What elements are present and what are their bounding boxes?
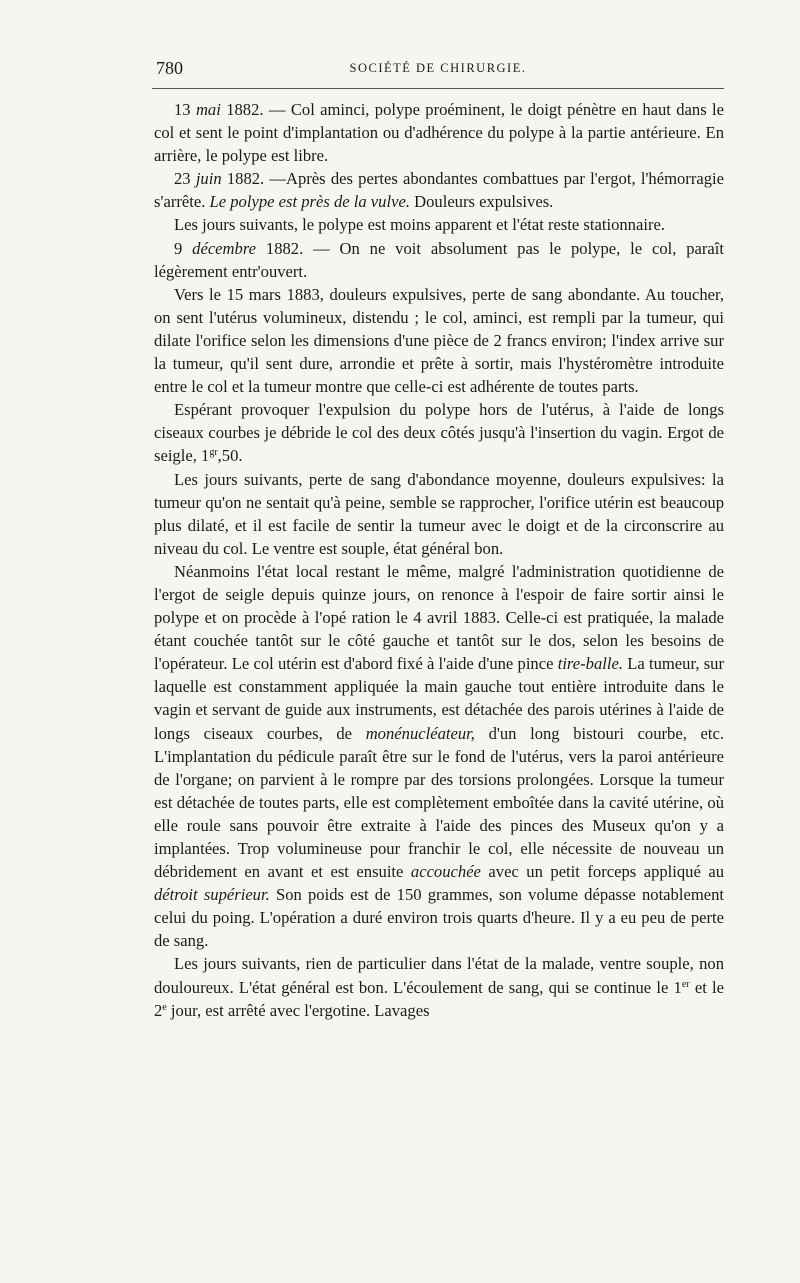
p1-text: 1882. — Col aminci, polype proéminent, le doigt pénètre en haut dans le col et sent le point d'implantation ou d'adhérence du polype à la partie antérieure. En arrière, le polype est libre. [154, 100, 724, 166]
p8-text-e: Son poids est de 150 grammes, son volume dépasse notablement celui du poing. L'opération a duré environ trois quarts d'heure. Il y a eu peu de perte de sang. [154, 885, 724, 951]
p2-italic: Le polype est près de la vulve. [209, 192, 410, 212]
paragraph-7 [154, 468, 724, 560]
p8-text-c: d'un long bistouri courbe, etc. L'implantation du pédicule paraît être sur le fond de l'utérus, vers la paroi antérieure de l'organe; on parvient à le rompre par des torsions prolongées. Lorsque la tumeur est détachée de toutes parts, elle est complètement emboîtée dans la cavité utérine, où elle roule sans pouvoir être extraite à l'aide des pinces des Museux qu'on y a implantées. Trop volumineuse pour franchir le col, elle nécessite de nouveau un débridement en avant et est ensuite [154, 723, 724, 882]
p8-italic-c: accouchée [410, 862, 481, 882]
p8-italic-b: monénucléateur, [365, 723, 475, 743]
p5-text: Vers le 15 mars 1883, douleurs expulsives, perte de sang abondante. Au toucher, on sent l'utérus volumineux, distendu ; le col, aminci, est rempli par la tumeur, qui dilate l'orifice selon les dimensions d'une pièce de 2 francs environ; l'index arrive sur la tumeur, qu'il sent dure, arrondie et prête à sortir, mais l'hystéromètre introduite entre le col et la tumeur montre que celle-ci est adhérente de toutes parts. [154, 284, 724, 397]
header-rule [152, 88, 724, 89]
p8-text-a: Néanmoins l'état local restant le même, malgré l'administration quotidienne de l'ergot de seigle depuis quinze jours, on renonce à l'espoir de faire sortir ainsi le polype et on procède à l'opé ration le 4 avril 1883. Celle-ci est pratiquée, la malade étant couchée tantôt sur le côté gauche et tantôt sur le dos, selon les besoins de l'opérateur. Le col utérin est d'abord fixé à l'aide d'une pince [154, 561, 724, 674]
p6-text-b: ,50. [217, 446, 243, 466]
p2-day: 23 [174, 169, 191, 189]
p8-text-d: avec un petit forceps appliqué au [488, 862, 724, 882]
paragraph-1 [154, 98, 724, 167]
p2-text-b: Douleurs expulsives. [414, 192, 554, 212]
paragraph-9 [154, 952, 724, 1021]
p2-text-a: 1882. —Après des pertes abondantes combattues par l'ergot, l'hémorragie s'arrête. [154, 169, 724, 212]
page-number: 780 [156, 58, 183, 78]
paragraph-6 [154, 398, 724, 467]
p4-day: 9 [174, 238, 183, 258]
running-title: SOCIÉTÉ DE CHIRURGIE. [349, 61, 527, 75]
p9-text-c: jour, est arrêté avec l'ergotine. Lavages [170, 1000, 430, 1020]
body-text [154, 98, 724, 1022]
p1-day: 13 [174, 100, 191, 119]
p6-text-a: Espérant provoquer l'expulsion du polype hors de l'utérus, à l'aide de longs ciseaux courbes je débride le col des deux côtés jusqu'à l'insertion du vagin. Ergot de seigle, 1 [154, 400, 724, 466]
p2-month: juin [195, 169, 222, 189]
p9-sup-b: e [162, 1001, 167, 1013]
p9-sup-a: er [681, 978, 690, 990]
page-header [152, 56, 724, 86]
p8-text-b: La tumeur, sur laquelle est constamment appliquée la main gauche tout entière introduite dans le vagin et servant de guide aux instruments, est détachée des parois utérines à l'aide de longs ciseaux courbes, de [154, 654, 724, 743]
p4-month: décembre [192, 238, 257, 258]
p9-text-b: et le 2 [154, 977, 724, 1020]
paragraph-2 [154, 167, 724, 213]
p3-text: Les jours suivants, le polype est moins apparent et l'état reste stationnaire. [174, 215, 665, 235]
p4-text: 1882. — On ne voit absolument pas le polype, le col, paraît légèrement entr'ouvert. [154, 238, 724, 281]
p7-text: Les jours suivants, perte de sang d'abondance moyenne, douleurs expulsives: la tumeur qu'on ne sentait qu'à peine, semble se rapprocher, l'orifice utérin est beaucoup plus dilaté, et il est facile de sentir la tumeur avec le doigt et de la circonscrire au niveau du col. Le ventre est souple, état général bon. [154, 469, 724, 558]
p8-italic-d: détroit supérieur. [154, 885, 270, 905]
paragraph-8 [154, 560, 724, 953]
p9-text-a: Les jours suivants, rien de particulier dans l'état de la malade, ventre souple, non douloureux. L'état général est bon. L'écoulement de sang, qui se continue le 1 [154, 954, 724, 997]
p6-sup: gr [209, 447, 218, 459]
paragraph-5 [154, 283, 724, 398]
paragraph-3 [154, 213, 724, 236]
paragraph-4 [154, 237, 724, 283]
p1-month: mai [195, 100, 221, 119]
p8-italic-a: tire-balle. [557, 654, 623, 674]
